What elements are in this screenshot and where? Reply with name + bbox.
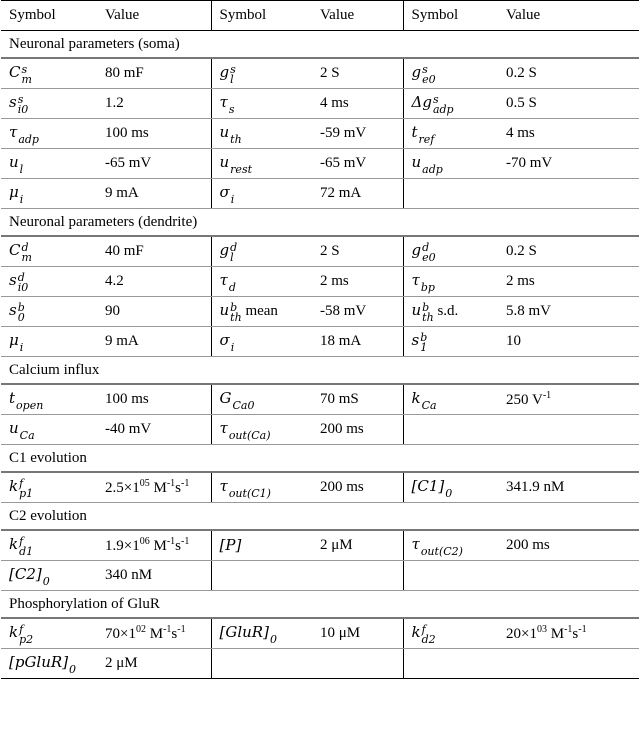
symbol-cell: μ i xyxy=(1,179,97,209)
symbol-cell: τ adp xyxy=(1,119,97,149)
value-cell: -59 mV xyxy=(312,119,403,149)
symbol-cell: τ s xyxy=(211,89,312,119)
value-cell xyxy=(498,179,639,209)
symbol-cell: k f d2 xyxy=(403,618,498,649)
table-row xyxy=(1,415,639,445)
symbol-cell xyxy=(211,561,312,591)
value-cell: 250 $V^{-1}$ xyxy=(498,384,639,415)
value-cell: 40 mF xyxy=(97,236,211,267)
symbol-cell: g d e0 xyxy=(403,236,498,267)
table-row xyxy=(1,236,639,267)
symbol-cell: C d m xyxy=(1,236,97,267)
symbol-cell: t ref xyxy=(403,119,498,149)
value-cell: 9 mA xyxy=(97,179,211,209)
value-cell: 80 mF xyxy=(97,58,211,89)
table-row xyxy=(1,119,639,149)
symbol-cell xyxy=(403,415,498,445)
value-cell: 4 ms xyxy=(498,119,639,149)
section-title: Calcium influx xyxy=(1,357,639,385)
symbol-cell: s b 0 xyxy=(1,297,97,327)
symbol-cell: u th xyxy=(211,119,312,149)
value-cell: $2.5\times 1^{05}$ $M^{-1}s^{-1}$ xyxy=(97,472,211,503)
symbol-cell: τ out(C1) xyxy=(211,472,312,503)
value-cell: 10 μM xyxy=(312,618,403,649)
symbol-cell: [C1] 0 xyxy=(403,472,498,503)
symbol-cell xyxy=(403,561,498,591)
value-cell xyxy=(312,561,403,591)
value-cell: 200 ms xyxy=(312,472,403,503)
value-cell xyxy=(498,415,639,445)
symbol-cell: u b th s.d. xyxy=(403,297,498,327)
symbol-cell: τ out(Ca) xyxy=(211,415,312,445)
value-cell: -58 mV xyxy=(312,297,403,327)
symbol-cell: k f p1 xyxy=(1,472,97,503)
value-cell: 2 ms xyxy=(312,267,403,297)
symbol-cell: u b th mean xyxy=(211,297,312,327)
symbol-cell: g s l xyxy=(211,58,312,89)
section-title: Neuronal parameters (soma) xyxy=(1,31,639,59)
table-row xyxy=(1,58,639,89)
value-cell: 2 S xyxy=(312,236,403,267)
header-cell: Symbol xyxy=(403,1,498,31)
section-title: C2 evolution xyxy=(1,503,639,531)
symbol-cell xyxy=(403,179,498,209)
value-cell: 70 mS xyxy=(312,384,403,415)
symbol-cell: u rest xyxy=(211,149,312,179)
symbol-cell: [C2] 0 xyxy=(1,561,97,591)
symbol-cell: [P] xyxy=(211,530,312,561)
value-cell: 5.8 mV xyxy=(498,297,639,327)
symbol-cell xyxy=(403,649,498,679)
table-row xyxy=(1,561,639,591)
symbol-cell xyxy=(211,649,312,679)
table-row xyxy=(1,179,639,209)
value-cell xyxy=(498,561,639,591)
symbol-cell: s s i0 xyxy=(1,89,97,119)
value-cell: 4.2 xyxy=(97,267,211,297)
value-cell: 100 ms xyxy=(97,384,211,415)
parameter-table xyxy=(1,0,639,679)
value-cell: 200 ms xyxy=(312,415,403,445)
symbol-cell: s b 1 xyxy=(403,327,498,357)
value-cell: 340 nM xyxy=(97,561,211,591)
symbol-cell: τ bp xyxy=(403,267,498,297)
section-title: Phosphorylation of GluR xyxy=(1,591,639,619)
symbol-cell: k f d1 xyxy=(1,530,97,561)
section-header xyxy=(1,591,639,619)
symbol-cell: σ i xyxy=(211,327,312,357)
symbol-cell: g s e0 xyxy=(403,58,498,89)
table-row xyxy=(1,297,639,327)
section-header xyxy=(1,503,639,531)
value-cell: 90 xyxy=(97,297,211,327)
value-cell: 1.2 xyxy=(97,89,211,119)
value-cell: 2 ms xyxy=(498,267,639,297)
header-row xyxy=(1,1,639,31)
value-cell: 18 mA xyxy=(312,327,403,357)
symbol-cell: u Ca xyxy=(1,415,97,445)
symbol-cell: g d l xyxy=(211,236,312,267)
value-cell xyxy=(312,649,403,679)
symbol-cell: t open xyxy=(1,384,97,415)
value-cell: $1.9\times 1^{06}$ $M^{-1}s^{-1}$ xyxy=(97,530,211,561)
section-title: C1 evolution xyxy=(1,445,639,473)
table-row xyxy=(1,384,639,415)
symbol-cell: C s m xyxy=(1,58,97,89)
value-cell: 0.2 S xyxy=(498,58,639,89)
section-header xyxy=(1,357,639,385)
value-cell xyxy=(498,649,639,679)
value-cell: -65 mV xyxy=(97,149,211,179)
table-row xyxy=(1,649,639,679)
section-header xyxy=(1,445,639,473)
table-row xyxy=(1,472,639,503)
value-cell: 10 xyxy=(498,327,639,357)
symbol-cell: k Ca xyxy=(403,384,498,415)
symbol-cell: u adp xyxy=(403,149,498,179)
section-header xyxy=(1,31,639,59)
value-cell: -40 mV xyxy=(97,415,211,445)
value-cell: 100 ms xyxy=(97,119,211,149)
symbol-cell: G Ca0 xyxy=(211,384,312,415)
symbol-cell: [pGluR] 0 xyxy=(1,649,97,679)
symbol-cell: σ i xyxy=(211,179,312,209)
value-cell: $70\times 1^{02}$ $M^{-1}s^{-1}$ xyxy=(97,618,211,649)
table-row xyxy=(1,89,639,119)
value-cell: 2 μM xyxy=(97,649,211,679)
table-row xyxy=(1,149,639,179)
header-cell: Value xyxy=(97,1,211,31)
symbol-cell: τ d xyxy=(211,267,312,297)
symbol-cell: k f p2 xyxy=(1,618,97,649)
table-row xyxy=(1,618,639,649)
table-row xyxy=(1,267,639,297)
symbol-cell: u l xyxy=(1,149,97,179)
value-cell: 200 ms xyxy=(498,530,639,561)
value-cell: -70 mV xyxy=(498,149,639,179)
table-row xyxy=(1,327,639,357)
value-cell: 0.2 S xyxy=(498,236,639,267)
symbol-cell: Δg s adp xyxy=(403,89,498,119)
table-row xyxy=(1,530,639,561)
value-cell: 4 ms xyxy=(312,89,403,119)
symbol-cell: τ out(C2) xyxy=(403,530,498,561)
symbol-cell: s d i0 xyxy=(1,267,97,297)
header-cell: Value xyxy=(312,1,403,31)
value-cell: 72 mA xyxy=(312,179,403,209)
section-header xyxy=(1,209,639,237)
value-cell: 0.5 S xyxy=(498,89,639,119)
value-cell: 9 mA xyxy=(97,327,211,357)
header-cell: Symbol xyxy=(211,1,312,31)
symbol-cell: μ i xyxy=(1,327,97,357)
header-cell: Symbol xyxy=(1,1,97,31)
value-cell: $20\times 1^{03}$ $M^{-1}s^{-1}$ xyxy=(498,618,639,649)
symbol-cell: [GluR] 0 xyxy=(211,618,312,649)
header-cell: Value xyxy=(498,1,639,31)
value-cell: -65 mV xyxy=(312,149,403,179)
value-cell: 2 S xyxy=(312,58,403,89)
value-cell: 341.9 nM xyxy=(498,472,639,503)
section-title: Neuronal parameters (dendrite) xyxy=(1,209,639,237)
value-cell: 2 μM xyxy=(312,530,403,561)
